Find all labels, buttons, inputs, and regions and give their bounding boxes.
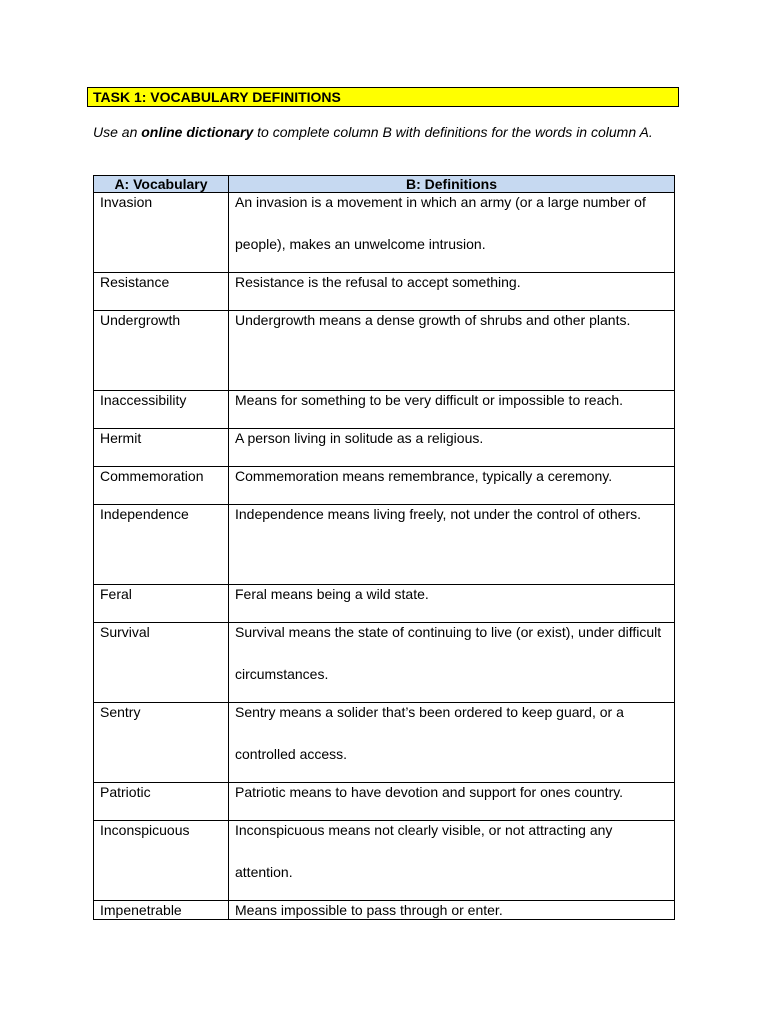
task-title-banner xyxy=(87,87,679,107)
vocabulary-word: Hermit xyxy=(94,429,229,467)
definition-cell xyxy=(229,821,675,901)
definition-text: Independence means living freely, not under the control of others. xyxy=(235,506,641,522)
vocabulary-word: Impenetrable xyxy=(94,901,229,920)
vocabulary-word: Inconspicuous xyxy=(94,821,229,901)
vocabulary-word: Feral xyxy=(94,585,229,623)
table-row xyxy=(94,901,675,920)
header-vocabulary: A: Vocabulary xyxy=(94,176,229,193)
table-row xyxy=(94,311,675,391)
header-definitions: B: Definitions xyxy=(229,176,675,193)
definition-text: Means impossible to pass through or enter. xyxy=(235,902,503,918)
definition-text: Commemoration means remembrance, typically a ceremony. xyxy=(235,468,613,484)
definition-cell xyxy=(229,901,675,920)
definition-cell xyxy=(229,505,675,585)
definition-text: Survival means the state of continuing to live (or exist), under difficult circumstances. xyxy=(235,624,662,682)
instructions-suffix: to complete column B with definitions for the words in column A. xyxy=(253,124,653,140)
table-row xyxy=(94,505,675,585)
definition-text: Undergrowth means a dense growth of shrubs and other plants. xyxy=(235,312,631,328)
vocabulary-word: Patriotic xyxy=(94,783,229,821)
table-row xyxy=(94,703,675,783)
table-row xyxy=(94,193,675,273)
instructions-prefix: Use an xyxy=(93,124,142,140)
vocabulary-word: Survival xyxy=(94,623,229,703)
table-row xyxy=(94,821,675,901)
definition-text: Inconspicuous means not clearly visible, or not attracting any attention. xyxy=(235,822,613,880)
vocabulary-table xyxy=(93,175,675,920)
table-row xyxy=(94,391,675,429)
definition-text: A person living in solitude as a religious. xyxy=(235,430,484,446)
definition-cell xyxy=(229,703,675,783)
definition-cell xyxy=(229,311,675,391)
definition-cell xyxy=(229,391,675,429)
definition-cell xyxy=(229,193,675,273)
definition-text: An invasion is a movement in which an army (or a large number of people), makes an unwelcome intrusion. xyxy=(235,194,646,252)
instructions-paragraph xyxy=(93,123,673,141)
definition-text: Means for something to be very difficult or impossible to reach. xyxy=(235,392,624,408)
definition-text: Feral means being a wild state. xyxy=(235,586,429,602)
vocabulary-word: Commemoration xyxy=(94,467,229,505)
vocabulary-word: Sentry xyxy=(94,703,229,783)
task-title: TASK 1: VOCABULARY DEFINITIONS xyxy=(93,89,341,105)
definition-text: Patriotic means to have devotion and support for ones country. xyxy=(235,784,624,800)
vocabulary-word: Resistance xyxy=(94,273,229,311)
vocabulary-word: Independence xyxy=(94,505,229,585)
table-row xyxy=(94,429,675,467)
definition-text: Resistance is the refusal to accept something. xyxy=(235,274,521,290)
vocabulary-word: Invasion xyxy=(94,193,229,273)
table-body xyxy=(94,193,675,920)
definition-cell xyxy=(229,429,675,467)
vocabulary-word: Inaccessibility xyxy=(94,391,229,429)
definition-text: Sentry means a solider that’s been ordered to keep guard, or a controlled access. xyxy=(235,704,624,762)
vocabulary-word: Undergrowth xyxy=(94,311,229,391)
instructions-emphasis: online dictionary xyxy=(141,124,254,140)
